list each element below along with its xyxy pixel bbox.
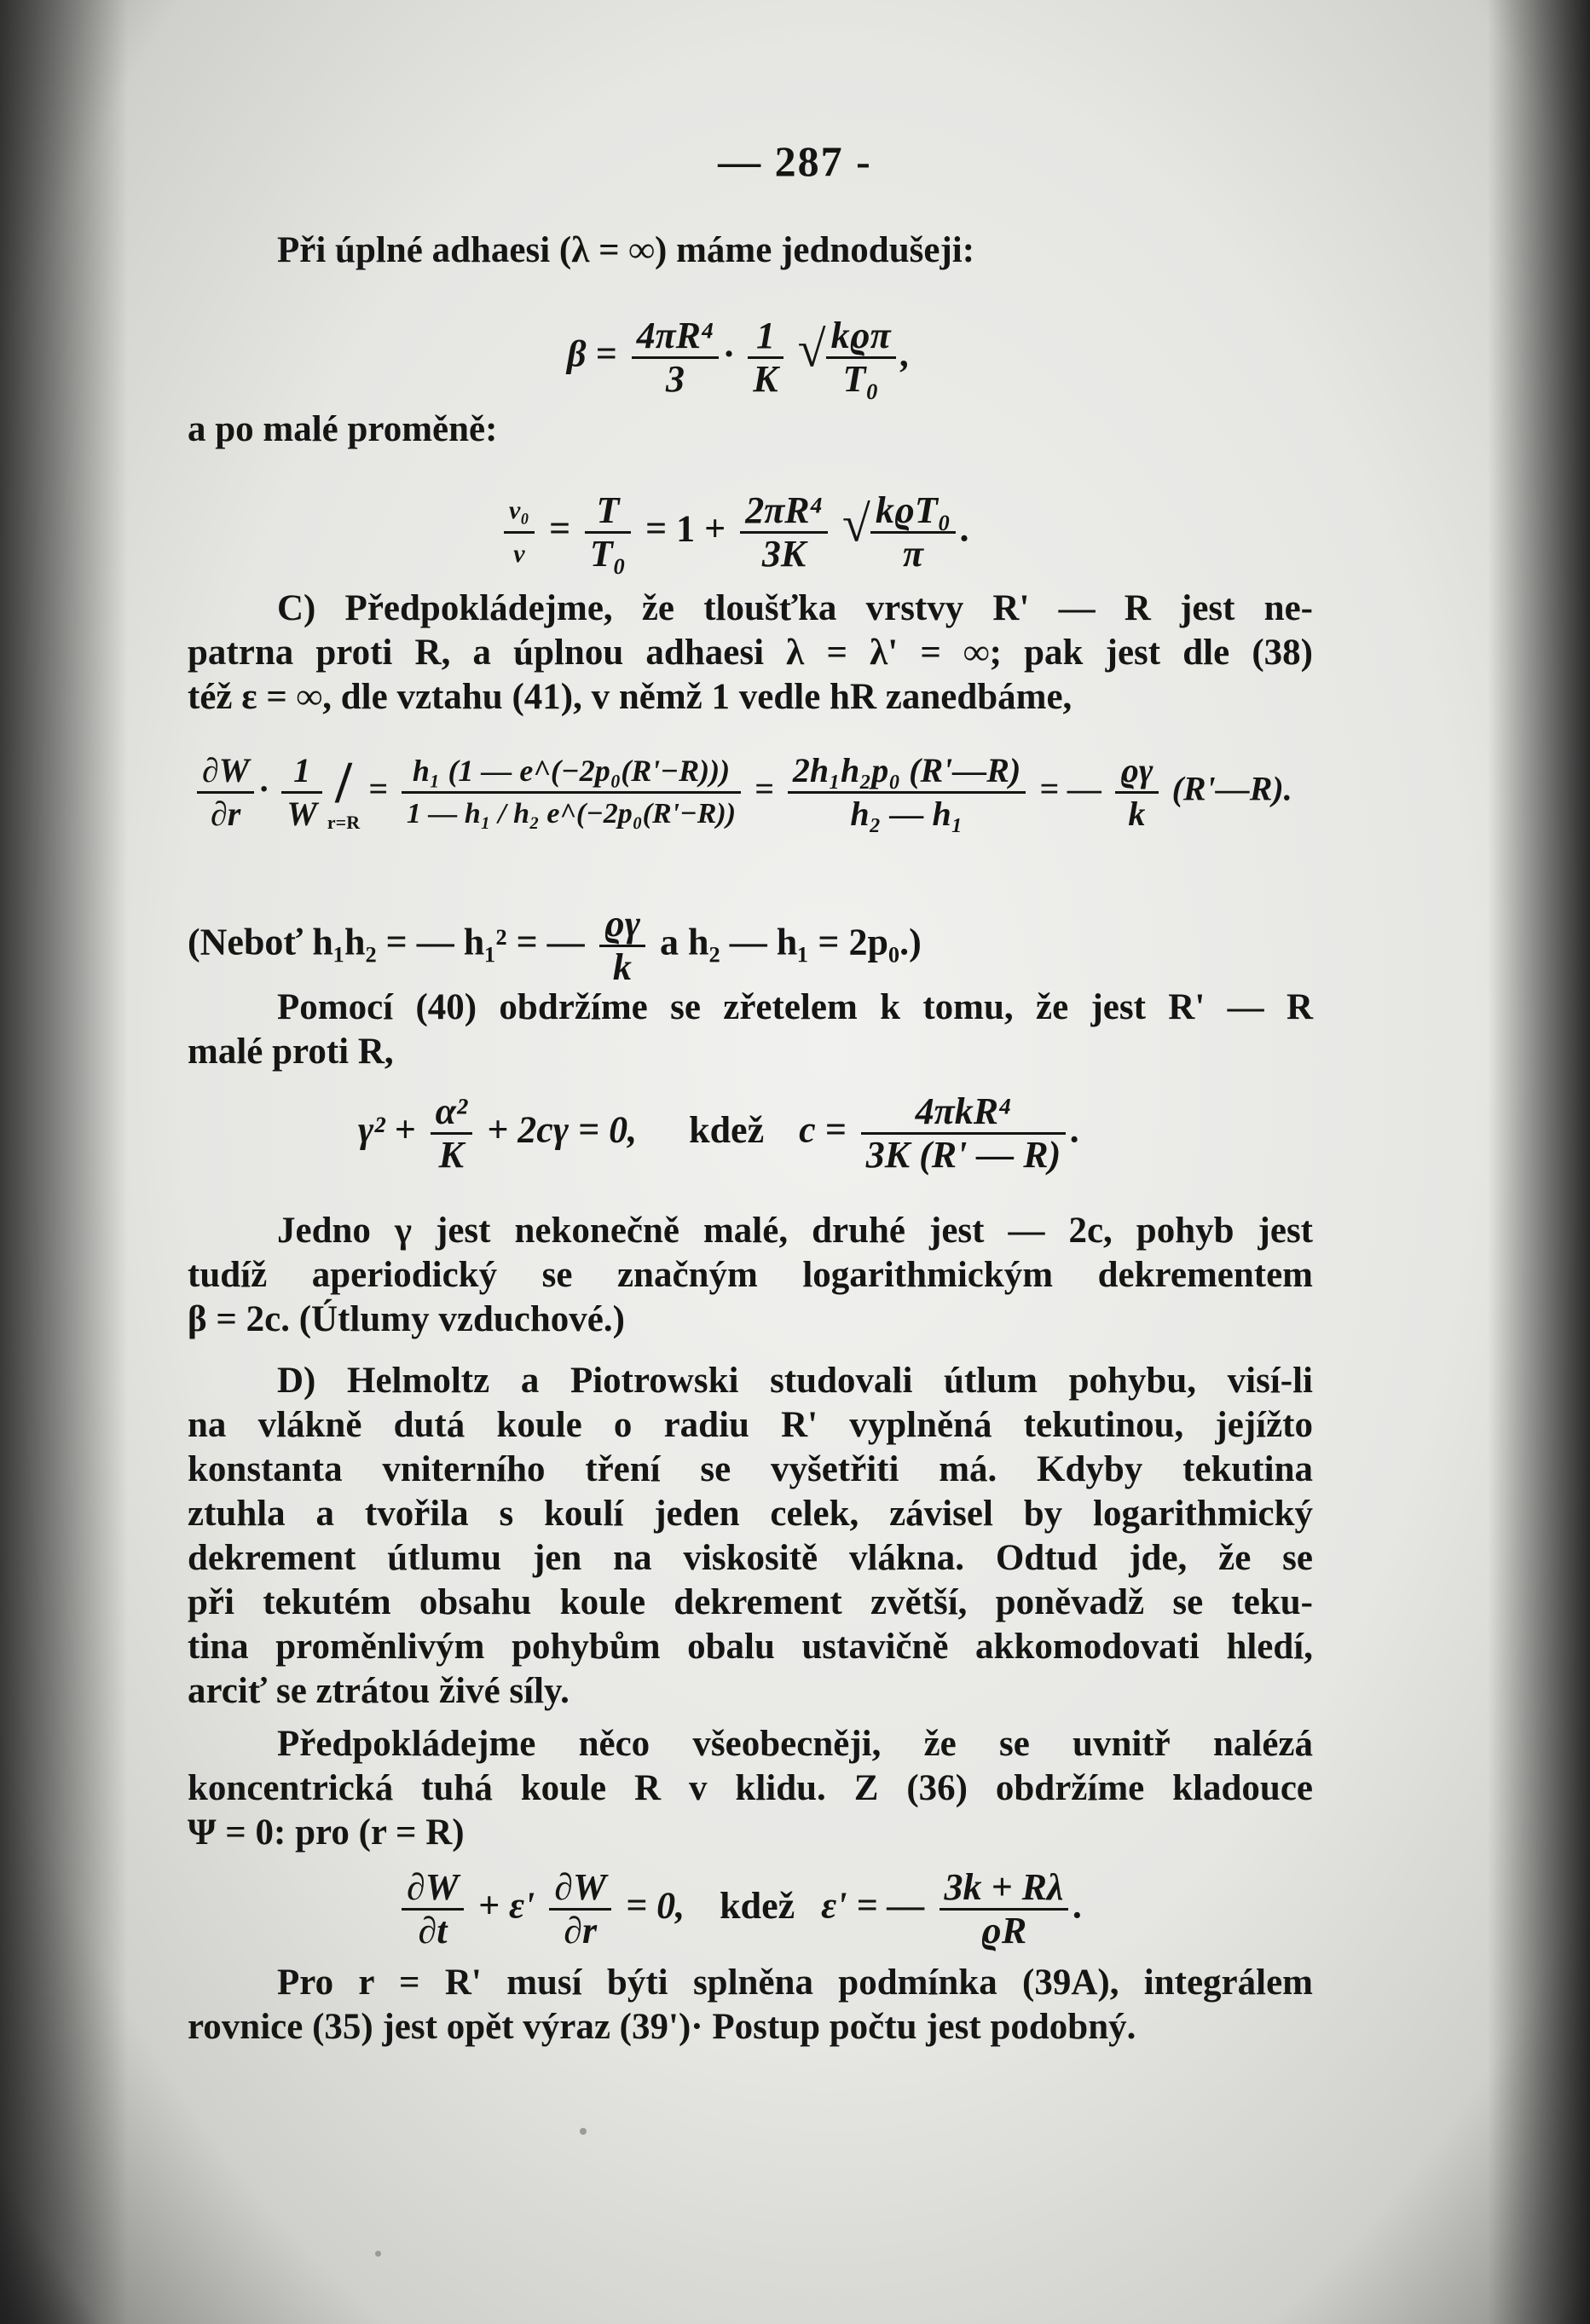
equation-dw-dr: $\frac{\partial W}{\partial r}$ · $\frac{1}{W}$ / r=R = $\frac{\text{h₁ (1 — e\textasciicircum{}(−2p₀(R'−R)))}}{\text{1 — h₁ / h₂ e\textasciicircum{}(−2p₀(R'−R))}}$ = $\frac{\text{2h₁h₂p₀ (R'—R)}}{\text{h₂ — h₁}}$ = — $\frac{ϱ\gamma}{k}$ (R'—R). bbox=[192, 750, 1292, 835]
eq4-fraction-1: $\frac{\text{α²}}{K}$ bbox=[431, 1091, 473, 1176]
nebot-fraction: $\frac{ϱ\gamma}{k}$ bbox=[599, 904, 645, 988]
eq1-lhs: β = bbox=[567, 332, 617, 375]
ink-speck bbox=[580, 2128, 587, 2135]
sqrt-icon: √ bbox=[797, 321, 826, 378]
jedno-line-3: β = 2c. (Útlumy vzduchové.) bbox=[188, 1299, 625, 1339]
eq3-fraction-1: $\frac{\partial W}{\partial r}$ bbox=[197, 750, 254, 835]
intro-line: Při úplné adhaesi (λ = ∞) máme jednodušeji: bbox=[277, 230, 975, 270]
para-c-line-3: též ε = ∞, dle vztahu (41), v němž 1 vedle hR zanedbáme, bbox=[188, 677, 1073, 717]
para-d-line-1: D) Helmoltz a Piotrowski studovali útlum pohybu, visí-li bbox=[277, 1361, 1313, 1401]
para-d-line-6: při tekutém obsahu koule dekrement zvětší, poněvadž se teku- bbox=[188, 1582, 1313, 1622]
para-d-line-4: ztuhla a tvořila s koulí jeden celek, závisel by logarithmický bbox=[188, 1494, 1313, 1534]
eq2-fraction-3: $\frac{\text{2πR⁴}}{3K}$ bbox=[740, 490, 828, 575]
after-eq1-text: a po malé proměně: bbox=[188, 409, 498, 449]
equation-beta: β = $\frac{\text{4πR⁴}}{3}$ · $\frac{1}{K}$ √ $\frac{\text{kϱπ}}{\text{T₀}}$ , bbox=[567, 315, 911, 400]
equation-gamma: γ² + $\frac{\text{α²}}{K}$ + 2cγ = 0, kdež c = $\frac{\text{4πkR⁴}}{3K (R' — R)}$ . bbox=[358, 1090, 1081, 1176]
ink-speck bbox=[375, 2251, 381, 2257]
jedno-line-1: Jedno γ jest nekonečně malé, druhé jest — 2c, pohyb jest bbox=[277, 1211, 1313, 1251]
equation-dw-dt: $\frac{\partial W}{\partial t}$ + ε' $\frac{\partial W}{\partial r}$ = 0, kdež ε' = — $\frac{3k + R\lambda}{ϱR}$ . bbox=[396, 1867, 1083, 1951]
predpo-line-2: koncentrická tuhá koule R v klidu. Z (36) obdržíme kladouce bbox=[188, 1768, 1313, 1808]
eq3-evaluation-bar: / r=R bbox=[327, 749, 361, 833]
eq1-fraction-2: $\frac{1}{K}$ bbox=[748, 315, 783, 400]
eq2-root: $\frac{\text{kϱT₀}}{\pi}$ bbox=[870, 490, 956, 575]
last-line-2: rovnice (35) jest opět výraz (39')· Postup počtu jest podobný. bbox=[188, 2007, 1136, 2047]
eq3-fraction-3: $\frac{\text{h₁ (1 — e\textasciicircum{}(−2p₀(R'−R)))}}{\text{1 — h₁ / h₂ e\textasciicircum{}(−2p₀(R'−R))}}$ bbox=[402, 750, 741, 835]
eq1-root: $\frac{\text{kϱπ}}{\text{T₀}}$ bbox=[826, 315, 896, 400]
eq2-fraction-2: $\frac{T}{\text{T₀}}$ bbox=[585, 490, 631, 575]
eq5-fraction-2: $\frac{\partial W}{\partial r}$ bbox=[549, 1867, 611, 1951]
equation-nu: $\frac{\text{ν₀}}{\nu}$ = $\frac{T}{\text{T₀}}$ = 1 + $\frac{\text{2πR⁴}}{3K}$ √ $\frac{\text{kϱT₀}}{\pi}$ . bbox=[499, 490, 970, 575]
para-c-line-2: patrna proti R, a úplnou adhaesi λ = λ' = ∞; pak jest dle (38) bbox=[188, 633, 1313, 673]
last-line-1: Pro r = R' musí býti splněna podmínka (39A), integrálem bbox=[277, 1963, 1313, 2003]
eq5-fraction-3: $\frac{3k + R\lambda}{ϱR}$ bbox=[940, 1867, 1069, 1951]
predpo-line-1: Předpokládejme něco všeobecněji, že se uvnitř nalézá bbox=[277, 1724, 1313, 1764]
eq5-fraction-1: $\frac{\partial W}{\partial t}$ bbox=[402, 1867, 464, 1951]
para-d-line-2: na vlákně dutá koule o radiu R' vyplněná tekutinou, jejížto bbox=[188, 1405, 1313, 1445]
predpo-line-3: Ψ = 0: pro (r = R) bbox=[188, 1812, 465, 1853]
right-shadow bbox=[1488, 0, 1590, 2324]
para-d-line-8: arciť se ztrátou živé síly. bbox=[188, 1671, 570, 1711]
jedno-line-2: tudíž aperiodický se značným logarithmickým dekrementem bbox=[188, 1255, 1313, 1295]
pomoci-line-2: malé proti R, bbox=[188, 1032, 394, 1072]
left-shadow bbox=[0, 0, 128, 2324]
para-d-line-3: konstanta vniterního tření se vyšetřiti má. Kdyby tekutina bbox=[188, 1449, 1313, 1489]
para-d-line-7: tina proměnlivým pohybům obalu ustavičně akkomodovati hledí, bbox=[188, 1627, 1313, 1667]
eq3-fraction-5: $\frac{ϱ\gamma}{k}$ bbox=[1115, 750, 1159, 835]
page-number: — 287 - bbox=[718, 137, 872, 185]
eq1-fraction-1: $\frac{\text{4πR⁴}}{3}$ bbox=[632, 315, 720, 400]
para-c-line-1: C) Předpokládejme, že tloušťka vrstvy R' — R jest ne- bbox=[277, 588, 1313, 628]
nebot-line: (Neboť h₁h₂ = — h₁² = — $\frac{ϱ\gamma}{k}$ a h₂ — h₁ = 2p₀.) bbox=[188, 903, 922, 988]
pomoci-line-1: Pomocí (40) obdržíme se zřetelem k tomu, že jest R' — R bbox=[277, 987, 1313, 1027]
eq3-fraction-2: $\frac{1}{W}$ bbox=[281, 750, 322, 835]
sqrt-icon: √ bbox=[841, 495, 870, 552]
eq2-fraction-1: $\frac{\text{ν₀}}{\nu}$ bbox=[504, 490, 535, 575]
para-d-line-5: dekrement útlumu jen na viskositě vlákna. Odtud jde, že se bbox=[188, 1538, 1313, 1578]
eq4-fraction-2: $\frac{\text{4πkR⁴}}{3K (R' — R)}$ bbox=[861, 1091, 1067, 1176]
eq3-fraction-4: $\frac{\text{2h₁h₂p₀ (R'—R)}}{\text{h₂ — h₁}}$ bbox=[788, 750, 1026, 835]
